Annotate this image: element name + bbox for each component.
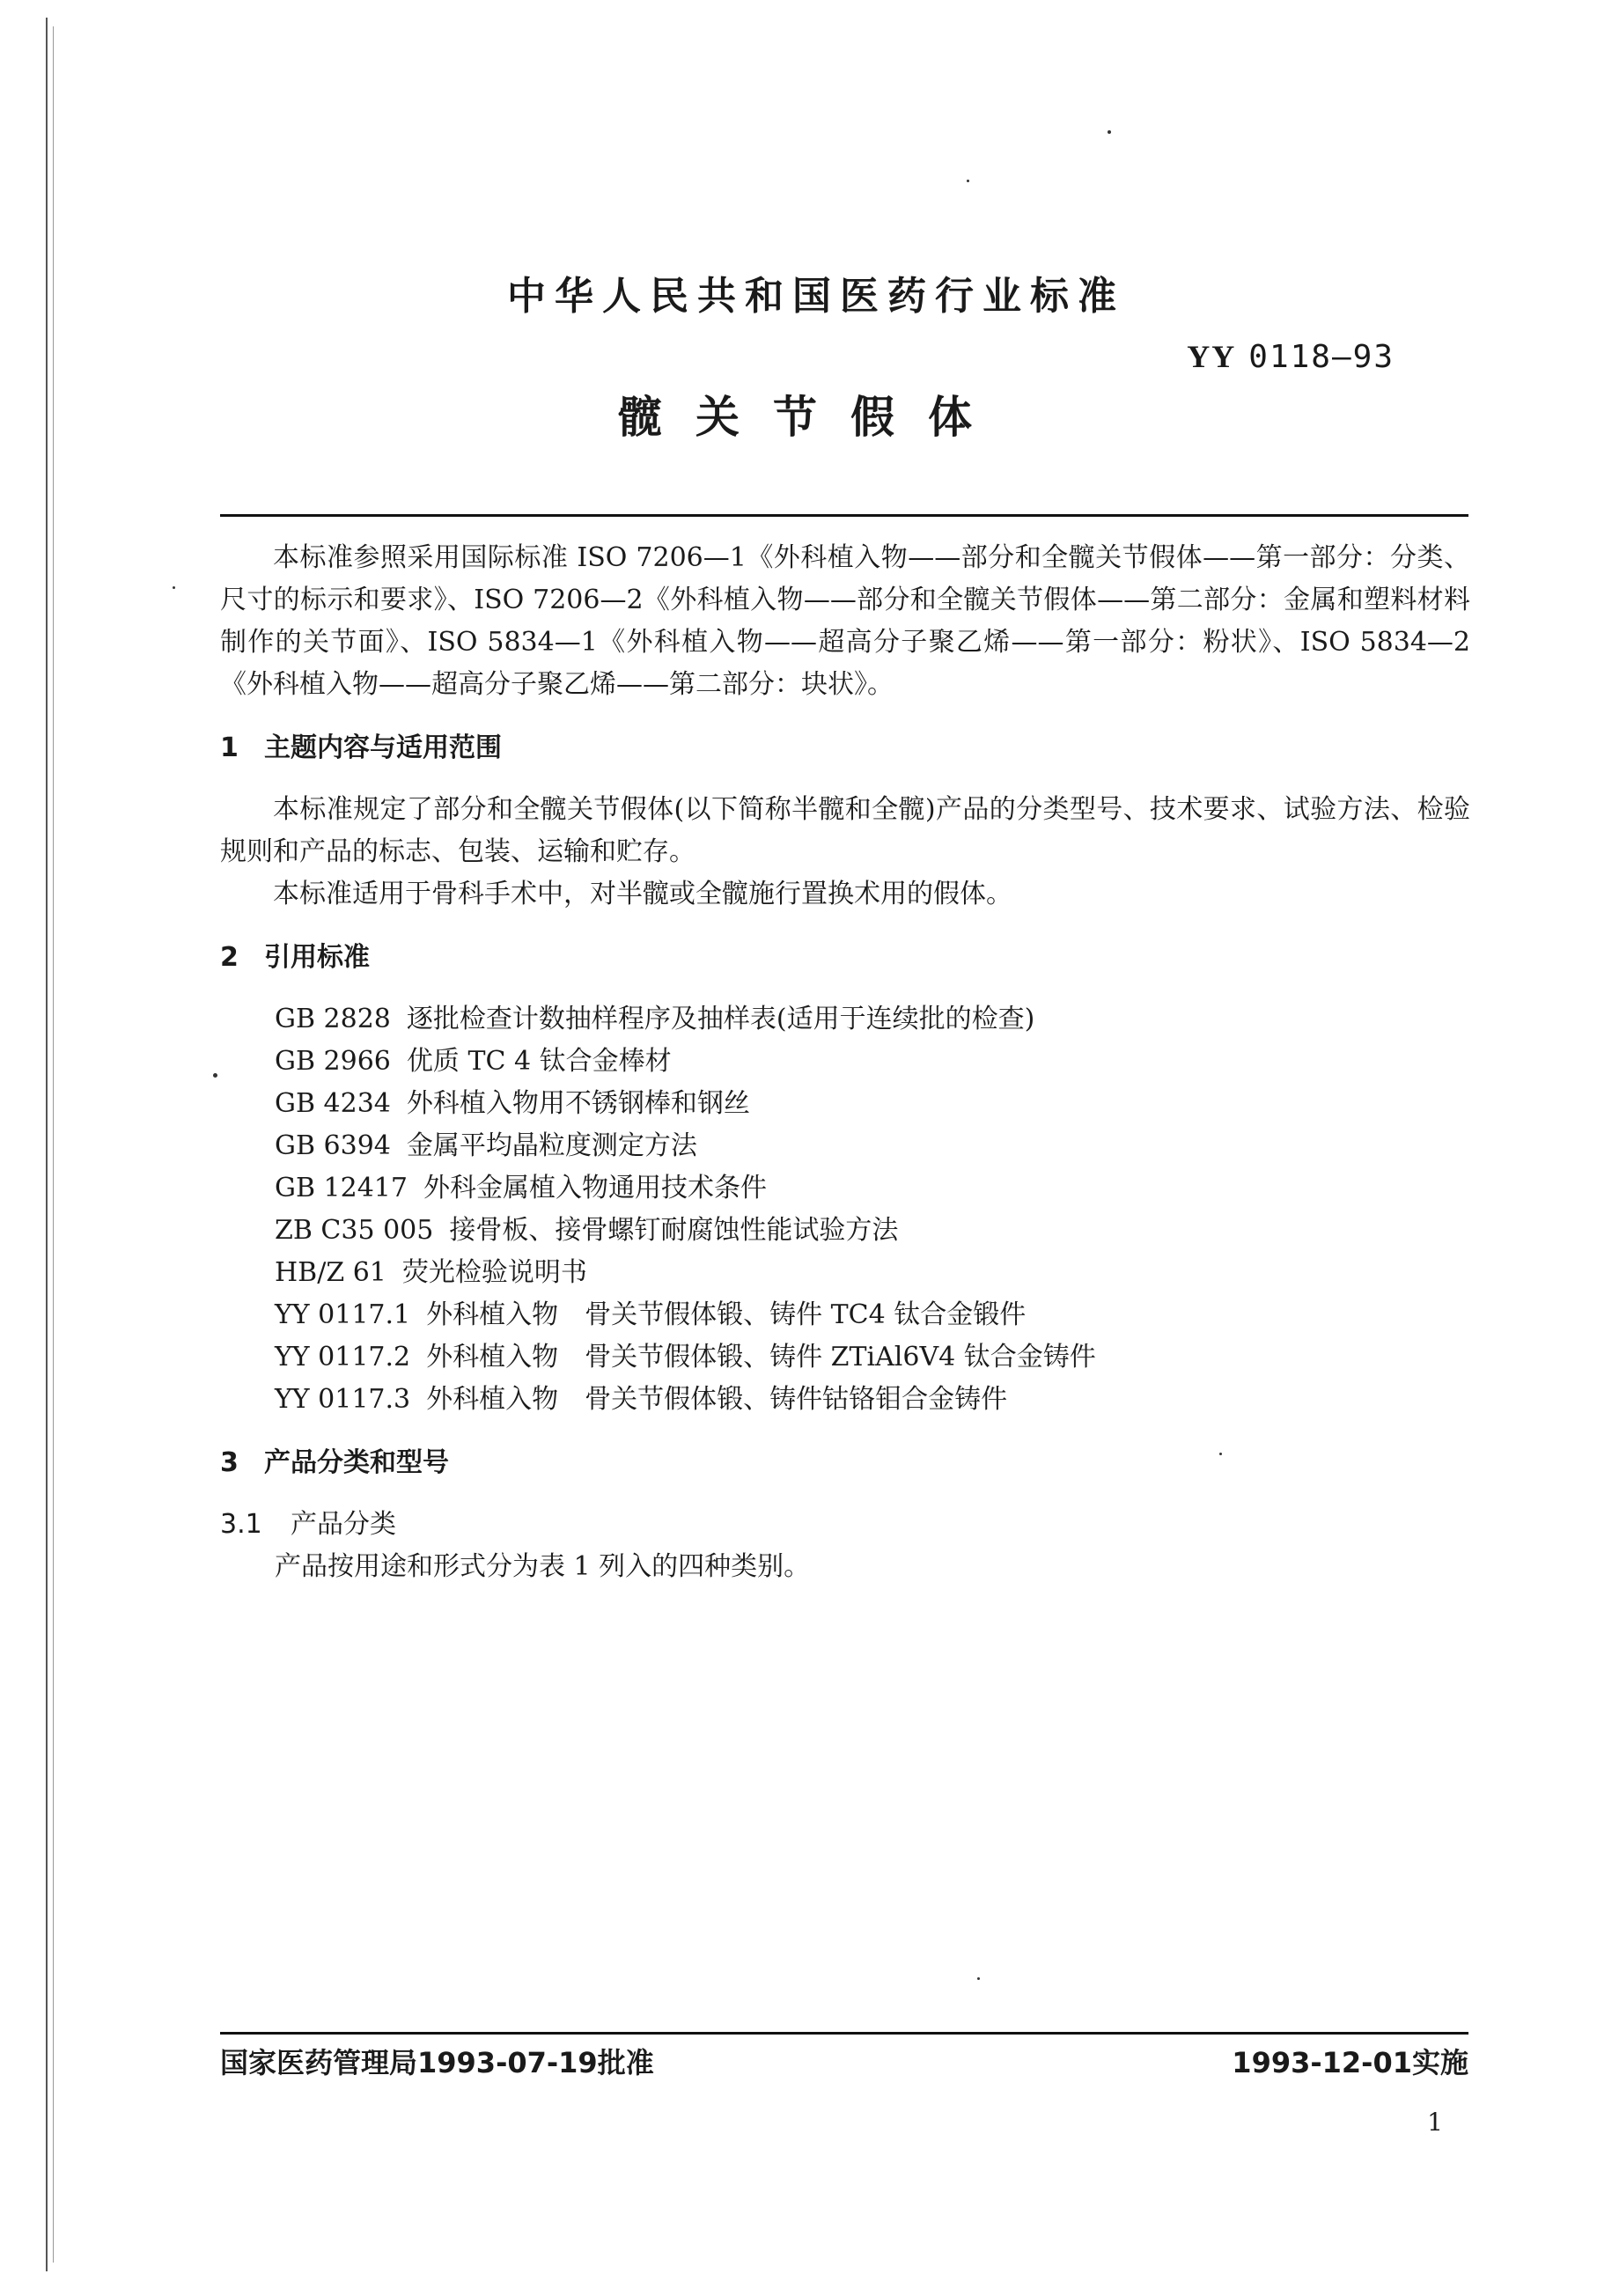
reference-title: 外科植入物 骨关节假体锻、铸件 TC4 钛合金锻件 xyxy=(426,1299,1027,1330)
reference-item xyxy=(275,1336,1470,1379)
reference-item xyxy=(275,1083,1470,1125)
reference-item xyxy=(275,998,1470,1041)
reference-title: 外科植入物 骨关节假体锻、铸件钴铬钼合金铸件 xyxy=(426,1384,1008,1415)
scan-edge-line xyxy=(46,18,48,2271)
subsection-title: 产品分类 xyxy=(291,1509,396,1540)
scan-speck xyxy=(977,1977,980,1980)
reference-title: 金属平均晶粒度测定方法 xyxy=(406,1130,697,1161)
reference-code: GB 2966 xyxy=(275,1046,391,1077)
reference-title: 外科植入物用不锈钢棒和钢丝 xyxy=(406,1088,750,1119)
scan-speck xyxy=(213,1073,217,1078)
reference-item xyxy=(275,1167,1470,1210)
footer xyxy=(220,2041,1468,2081)
section-number: 1 xyxy=(220,732,239,763)
scan-speck xyxy=(967,180,969,182)
subsection-3-1-paragraph: 产品按用途和形式分为表 1 列入的四种类别。 xyxy=(275,1551,811,1582)
reference-code: GB 6394 xyxy=(275,1130,391,1161)
standard-code xyxy=(1187,338,1395,375)
footer-rule xyxy=(220,2032,1468,2035)
reference-title: 荧光检验说明书 xyxy=(401,1257,587,1288)
reference-item xyxy=(275,1210,1470,1252)
reference-title: 逐批检查计数抽样程序及抽样表(适用于连续批的检查) xyxy=(406,1004,1035,1034)
reference-title: 接骨板、接骨螺钉耐腐蚀性能试验方法 xyxy=(449,1215,899,1246)
reference-code: GB 2828 xyxy=(275,1004,391,1034)
reference-code: ZB C35 005 xyxy=(275,1215,434,1246)
section-number: 2 xyxy=(220,942,239,973)
section-number: 3 xyxy=(220,1447,239,1478)
standard-prefix: YY xyxy=(1187,339,1237,374)
reference-code: GB 4234 xyxy=(275,1088,391,1119)
section-2-heading xyxy=(220,937,1470,979)
standard-number: 0118—93 xyxy=(1248,339,1395,375)
reference-item xyxy=(275,1125,1470,1167)
reference-code: GB 12417 xyxy=(275,1173,408,1203)
intro-paragraph: 本标准参照采用国际标准 ISO 7206—1《外科植入物——部分和全髋关节假体——第一部分：分类、尺寸的标示和要求》、ISO 7206—2《外科植入物——部分和全髋关节假体——第二部分：金属和塑料材料制作的关节面》、ISO 5834—1《外科植入物——超高分子聚乙烯——第一部分：粉状》、ISO 5834—2《外科植入物——超高分子聚乙烯——第二部分：块状》。 xyxy=(220,542,1470,700)
reference-code: YY 0117.2 xyxy=(275,1342,411,1372)
subsection-number: 3.1 xyxy=(220,1509,262,1540)
section-1-paragraph-2: 本标准适用于骨科手术中，对半髋或全髋施行置换术用的假体。 xyxy=(273,879,1012,909)
org-title: 中华人民共和国医药行业标准 xyxy=(507,274,1125,319)
reference-title: 外科植入物 骨关节假体锻、铸件 ZTiAl6V4 钛合金铸件 xyxy=(426,1342,1096,1372)
document-title: 髋关节假体 xyxy=(618,392,1005,443)
reference-item xyxy=(275,1252,1470,1294)
scan-speck xyxy=(1108,130,1111,134)
document-body xyxy=(220,537,1470,1588)
reference-title: 优质 TC 4 钛合金棒材 xyxy=(406,1046,672,1077)
scan-edge-line-faint xyxy=(53,26,54,2263)
reference-item xyxy=(275,1379,1470,1421)
effective-date: 1993-12-01实施 xyxy=(1232,2046,1468,2079)
reference-title: 外科金属植入物通用技术条件 xyxy=(423,1173,767,1203)
subsection-3-1-heading xyxy=(220,1504,1470,1546)
approval-line: 国家医药管理局1993-07-19批准 xyxy=(220,2046,654,2079)
reference-code: YY 0117.3 xyxy=(275,1384,411,1415)
section-title: 主题内容与适用范围 xyxy=(264,732,502,763)
reference-list xyxy=(220,998,1470,1421)
section-title: 产品分类和型号 xyxy=(264,1447,449,1478)
reference-code: HB/Z 61 xyxy=(275,1257,386,1288)
section-1-heading xyxy=(220,727,1470,769)
page-number: 1 xyxy=(1427,2108,1443,2137)
section-title: 引用标准 xyxy=(264,942,370,973)
reference-item xyxy=(275,1041,1470,1083)
header-rule xyxy=(220,514,1468,517)
section-1-paragraph-1: 本标准规定了部分和全髋关节假体(以下简称半髋和全髋)产品的分类型号、技术要求、试验方法、检验规则和产品的标志、包装、运输和贮存。 xyxy=(220,794,1470,867)
reference-item xyxy=(275,1294,1470,1336)
reference-code: YY 0117.1 xyxy=(275,1299,411,1330)
section-3-heading xyxy=(220,1442,1470,1484)
scan-speck xyxy=(173,586,175,589)
